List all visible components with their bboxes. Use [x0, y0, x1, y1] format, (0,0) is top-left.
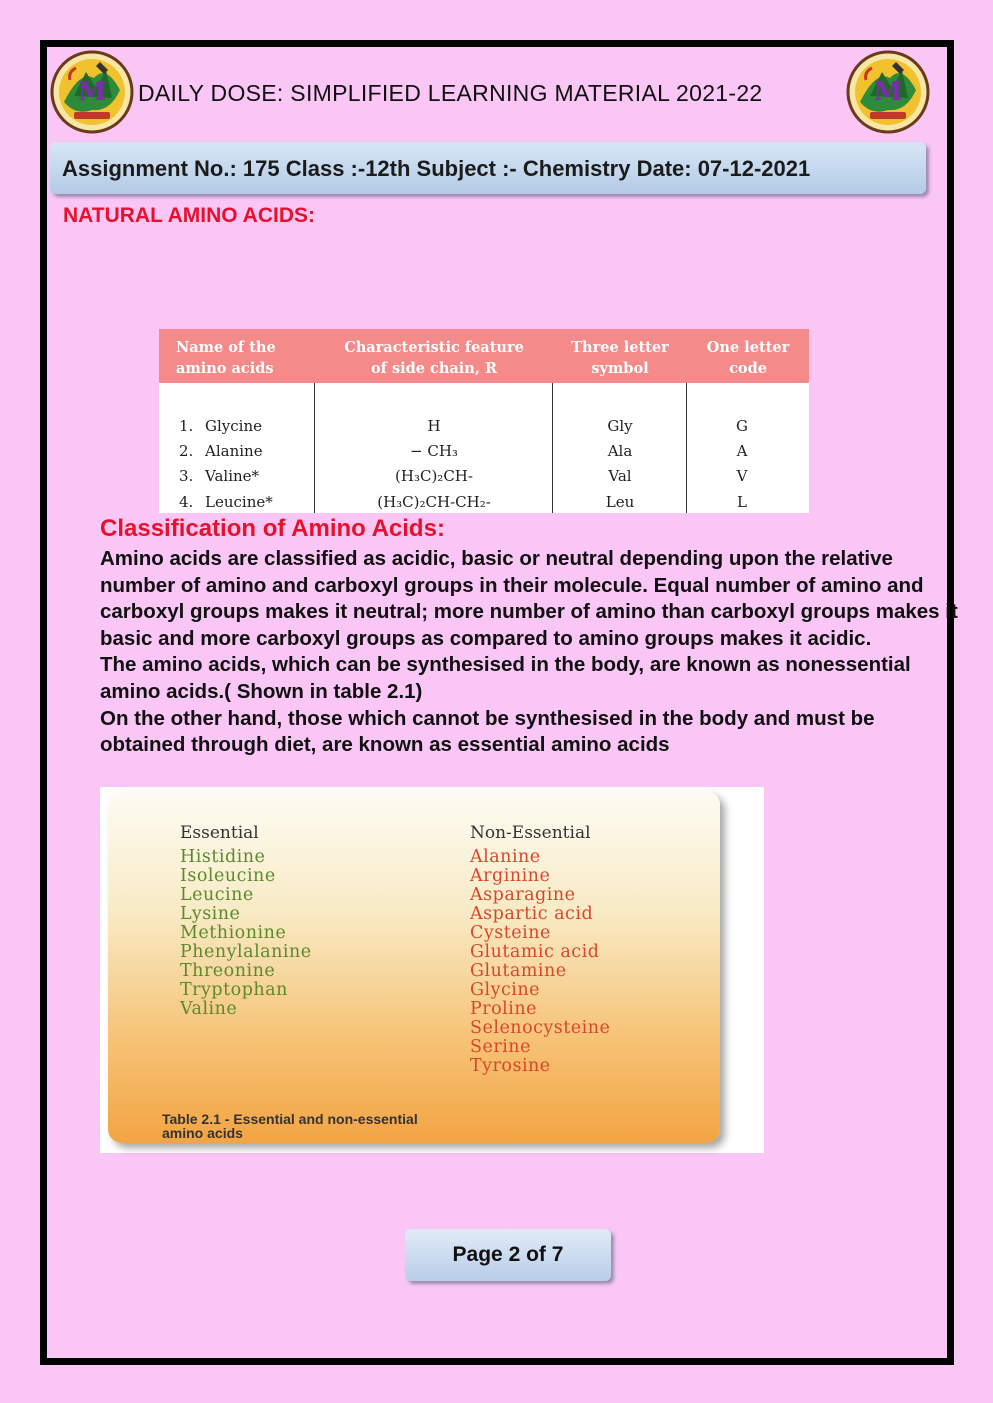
list-item: Threonine [180, 961, 276, 981]
list-item: Valine [180, 999, 238, 1019]
page-indicator: Page 2 of 7 [405, 1229, 611, 1281]
assignment-info: Assignment No.: 175 Class :-12th Subject :- Chemistry Date: 07-12-2021 [62, 156, 811, 181]
section-title: NATURAL AMINO ACIDS: [63, 204, 315, 227]
table-row: 4. Leucine* (H₃C)₂CH-CH₂- Leu L [179, 493, 747, 511]
list-item: Tryptophan [180, 980, 288, 1000]
list-item: Alanine [470, 847, 541, 867]
paragraph: The amino acids, which can be synthesised in the body, are known as nonessential amino acids.( Shown in table 2.1) [100, 653, 911, 703]
nonessential-list [470, 848, 610, 1076]
essential-list [180, 848, 312, 1019]
list-item: Aspartic acid [470, 904, 594, 924]
nonessential-header: Non-Essential [470, 823, 591, 843]
list-item: Methionine [180, 923, 287, 943]
list-item: Proline [470, 999, 537, 1019]
header-three-letter: Three letter symbol [571, 339, 669, 377]
header-title: DAILY DOSE: SIMPLIFIED LEARNING MATERIAL 2021-22 [138, 80, 763, 106]
list-item: Leucine [180, 885, 254, 905]
amino-acid-table [159, 329, 809, 513]
header-side-chain: Characteristic feature of side chain, R [344, 339, 524, 377]
mission-logo-left-icon [50, 50, 134, 134]
header-one-letter: One letter code [706, 339, 790, 377]
list-item: Tyrosine [470, 1056, 551, 1076]
list-item: Glycine [470, 980, 540, 1000]
essential-header: Essential [180, 823, 259, 843]
list-item: Glutamic acid [470, 942, 600, 962]
mission-logo-right-icon [846, 50, 930, 134]
table-caption: Table 2.1 - Essential and non-essential amino acids [162, 1111, 418, 1141]
classification-text [100, 546, 960, 759]
list-item: Histidine [180, 847, 266, 867]
header-name: Name of the amino acids [176, 339, 276, 377]
table-row: 1. Glycine H Gly G [179, 417, 748, 435]
paragraph: Amino acids are classified as acidic, basic or neutral depending upon the relative number of amino and carboxyl groups in their molecule. Equal number of amino and carboxyl groups makes it neutral; more number of amino than carboxyl groups makes it basic and more carboxyl groups as compared to amino groups makes it acidic. [100, 547, 958, 650]
list-item: Isoleucine [180, 866, 276, 886]
paragraph: On the other hand, those which cannot be synthesised in the body and must be obtained through diet, are known as essential amino acids [100, 706, 875, 757]
svg-text:M: M [873, 77, 903, 107]
list-item: Serine [470, 1037, 531, 1057]
table-row: 3. Valine* (H₃C)₂CH- Val V [179, 467, 748, 485]
list-item: Selenocysteine [470, 1018, 611, 1038]
list-item: Lysine [180, 904, 241, 924]
table-row: 2. Alanine − CH₃ Ala A [179, 442, 748, 460]
list-item: Glutamine [470, 961, 567, 981]
amino-table-header [159, 329, 809, 383]
list-item: Phenylalanine [180, 942, 312, 962]
svg-text:M: M [77, 77, 107, 107]
list-item: Cysteine [470, 923, 551, 943]
classification-title: Classification of Amino Acids: [100, 515, 445, 542]
table-card [108, 791, 720, 1143]
essential-amino-acids-table [100, 787, 764, 1153]
list-item: Arginine [470, 866, 551, 886]
list-item: Asparagine [470, 885, 576, 905]
